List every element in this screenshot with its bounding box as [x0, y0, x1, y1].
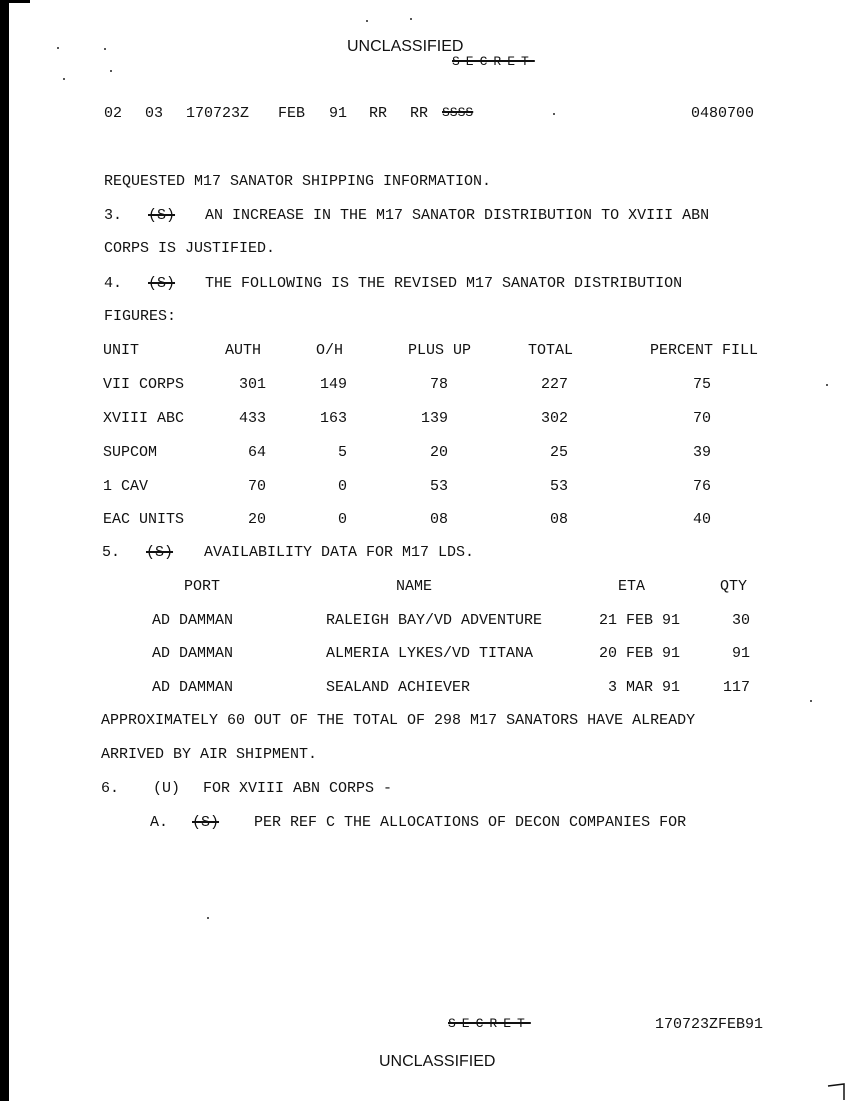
paragraph-6-text: FOR XVIII ABN CORPS - — [203, 780, 393, 797]
header-name: NAME — [396, 578, 433, 595]
cell-plus-up: 53 — [429, 478, 448, 495]
cell-auth: 70 — [247, 478, 266, 495]
header-field-1: 02 — [104, 105, 123, 122]
paragraph-6-number: 6. — [101, 780, 120, 797]
cell-ship-name: SEALAND ACHIEVER — [326, 679, 471, 696]
scan-speck — [104, 48, 106, 50]
scan-speck — [207, 917, 209, 919]
header-qty: QTY — [720, 578, 748, 595]
cell-percent-fill: 76 — [692, 478, 711, 495]
approximately-line-2: ARRIVED BY AIR SHIPMENT. — [101, 746, 318, 763]
cell-auth: 433 — [238, 410, 266, 427]
header-eta: ETA — [618, 578, 646, 595]
cell-eta: 21 FEB 91 — [598, 612, 680, 629]
cell-on-hand: 163 — [319, 410, 347, 427]
cell-ship-name: ALMERIA LYKES/VD TITANA — [326, 645, 534, 662]
bottom-secret-struck: SECRET — [448, 1016, 531, 1031]
cell-eta: 20 FEB 91 — [598, 645, 680, 662]
paragraph-5-text: AVAILABILITY DATA FOR M17 LDS. — [204, 544, 475, 561]
scan-speck — [810, 700, 812, 702]
cell-unit: VII CORPS — [103, 376, 185, 393]
header-field-2: 03 — [145, 105, 164, 122]
scan-speck — [110, 70, 112, 72]
cell-unit: 1 CAV — [103, 478, 149, 495]
scan-speck — [57, 47, 59, 49]
top-classification: UNCLASSIFIED — [347, 38, 464, 55]
cell-unit: SUPCOM — [103, 444, 158, 461]
cell-auth: 64 — [247, 444, 266, 461]
cell-on-hand: 5 — [337, 444, 347, 461]
cell-plus-up: 20 — [429, 444, 448, 461]
cell-qty: 91 — [731, 645, 750, 662]
cell-total: 302 — [540, 410, 568, 427]
subparagraph-a-text: PER REF C THE ALLOCATIONS OF DECON COMPANIES FOR — [254, 814, 687, 831]
cell-percent-fill: 40 — [692, 511, 711, 528]
header-precedence-2: RR — [410, 105, 429, 122]
bottom-classification: UNCLASSIFIED — [379, 1053, 496, 1070]
cell-unit: XVIII ABC — [103, 410, 185, 427]
subparagraph-a-letter: A. — [150, 814, 169, 831]
header-on-hand: O/H — [316, 342, 344, 359]
paragraph-4-line-1: THE FOLLOWING IS THE REVISED M17 SANATOR DISTRIBUTION — [205, 275, 683, 292]
cell-plus-up: 78 — [429, 376, 448, 393]
header-auth: AUTH — [225, 342, 262, 359]
scan-top-mark — [0, 0, 30, 3]
header-message-number: 0480700 — [691, 105, 755, 122]
header-plus-up: PLUS UP — [408, 342, 472, 359]
header-year: 91 — [329, 105, 348, 122]
approximately-line-1: APPROXIMATELY 60 OUT OF THE TOTAL OF 298 M17 SANATORS HAVE ALREADY — [101, 712, 696, 729]
header-port: PORT — [184, 578, 221, 595]
cell-qty: 117 — [722, 679, 750, 696]
paragraph-4-marking: (S) — [148, 275, 176, 292]
paragraph-3-line-2: CORPS IS JUSTIFIED. — [104, 240, 276, 257]
scan-speck — [366, 20, 368, 22]
header-precedence-1: RR — [369, 105, 388, 122]
requested-line: REQUESTED M17 SANATOR SHIPPING INFORMATION. — [104, 173, 492, 190]
cell-port: AD DAMMAN — [152, 645, 234, 662]
paragraph-3-number: 3. — [104, 207, 123, 224]
header-total: TOTAL — [528, 342, 574, 359]
paragraph-4-line-2: FIGURES: — [104, 308, 177, 325]
cell-qty: 30 — [731, 612, 750, 629]
cell-total: 08 — [549, 511, 568, 528]
cell-percent-fill: 70 — [692, 410, 711, 427]
cell-eta: 3 MAR 91 — [607, 679, 680, 696]
paragraph-3-line-1: AN INCREASE IN THE M17 SANATOR DISTRIBUTION TO XVIII ABN — [205, 207, 710, 224]
scan-speck — [553, 113, 555, 115]
header-unit: UNIT — [103, 342, 140, 359]
header-dtg: 170723Z — [186, 105, 250, 122]
cell-total: 227 — [540, 376, 568, 393]
scan-speck — [63, 78, 65, 80]
cell-total: 25 — [549, 444, 568, 461]
scan-speck — [826, 384, 828, 386]
paragraph-4-number: 4. — [104, 275, 123, 292]
corner-bracket-mark — [826, 1078, 848, 1100]
scan-edge-bar — [0, 0, 9, 1101]
cell-plus-up: 139 — [420, 410, 448, 427]
scan-speck — [410, 18, 412, 20]
top-secret-struck: SECRET — [452, 54, 535, 69]
header-percent-fill: PERCENT FILL — [650, 342, 759, 359]
cell-plus-up: 08 — [429, 511, 448, 528]
paragraph-3-marking: (S) — [148, 207, 176, 224]
cell-percent-fill: 39 — [692, 444, 711, 461]
cell-unit: EAC UNITS — [103, 511, 185, 528]
header-struck-code: SSSS — [442, 105, 474, 120]
cell-auth: 301 — [238, 376, 266, 393]
paragraph-5-marking: (S) — [146, 544, 174, 561]
header-month: FEB — [278, 105, 306, 122]
paragraph-5-number: 5. — [102, 544, 121, 561]
footer-dtg: 170723ZFEB91 — [655, 1016, 764, 1033]
subparagraph-a-marking: (S) — [192, 814, 220, 831]
cell-ship-name: RALEIGH BAY/VD ADVENTURE — [326, 612, 543, 629]
cell-on-hand: 0 — [337, 478, 347, 495]
cell-auth: 20 — [247, 511, 266, 528]
cell-total: 53 — [549, 478, 568, 495]
paragraph-6-marking: (U) — [153, 780, 181, 797]
cell-on-hand: 149 — [319, 376, 347, 393]
cell-on-hand: 0 — [337, 511, 347, 528]
cell-percent-fill: 75 — [692, 376, 711, 393]
cell-port: AD DAMMAN — [152, 679, 234, 696]
cell-port: AD DAMMAN — [152, 612, 234, 629]
